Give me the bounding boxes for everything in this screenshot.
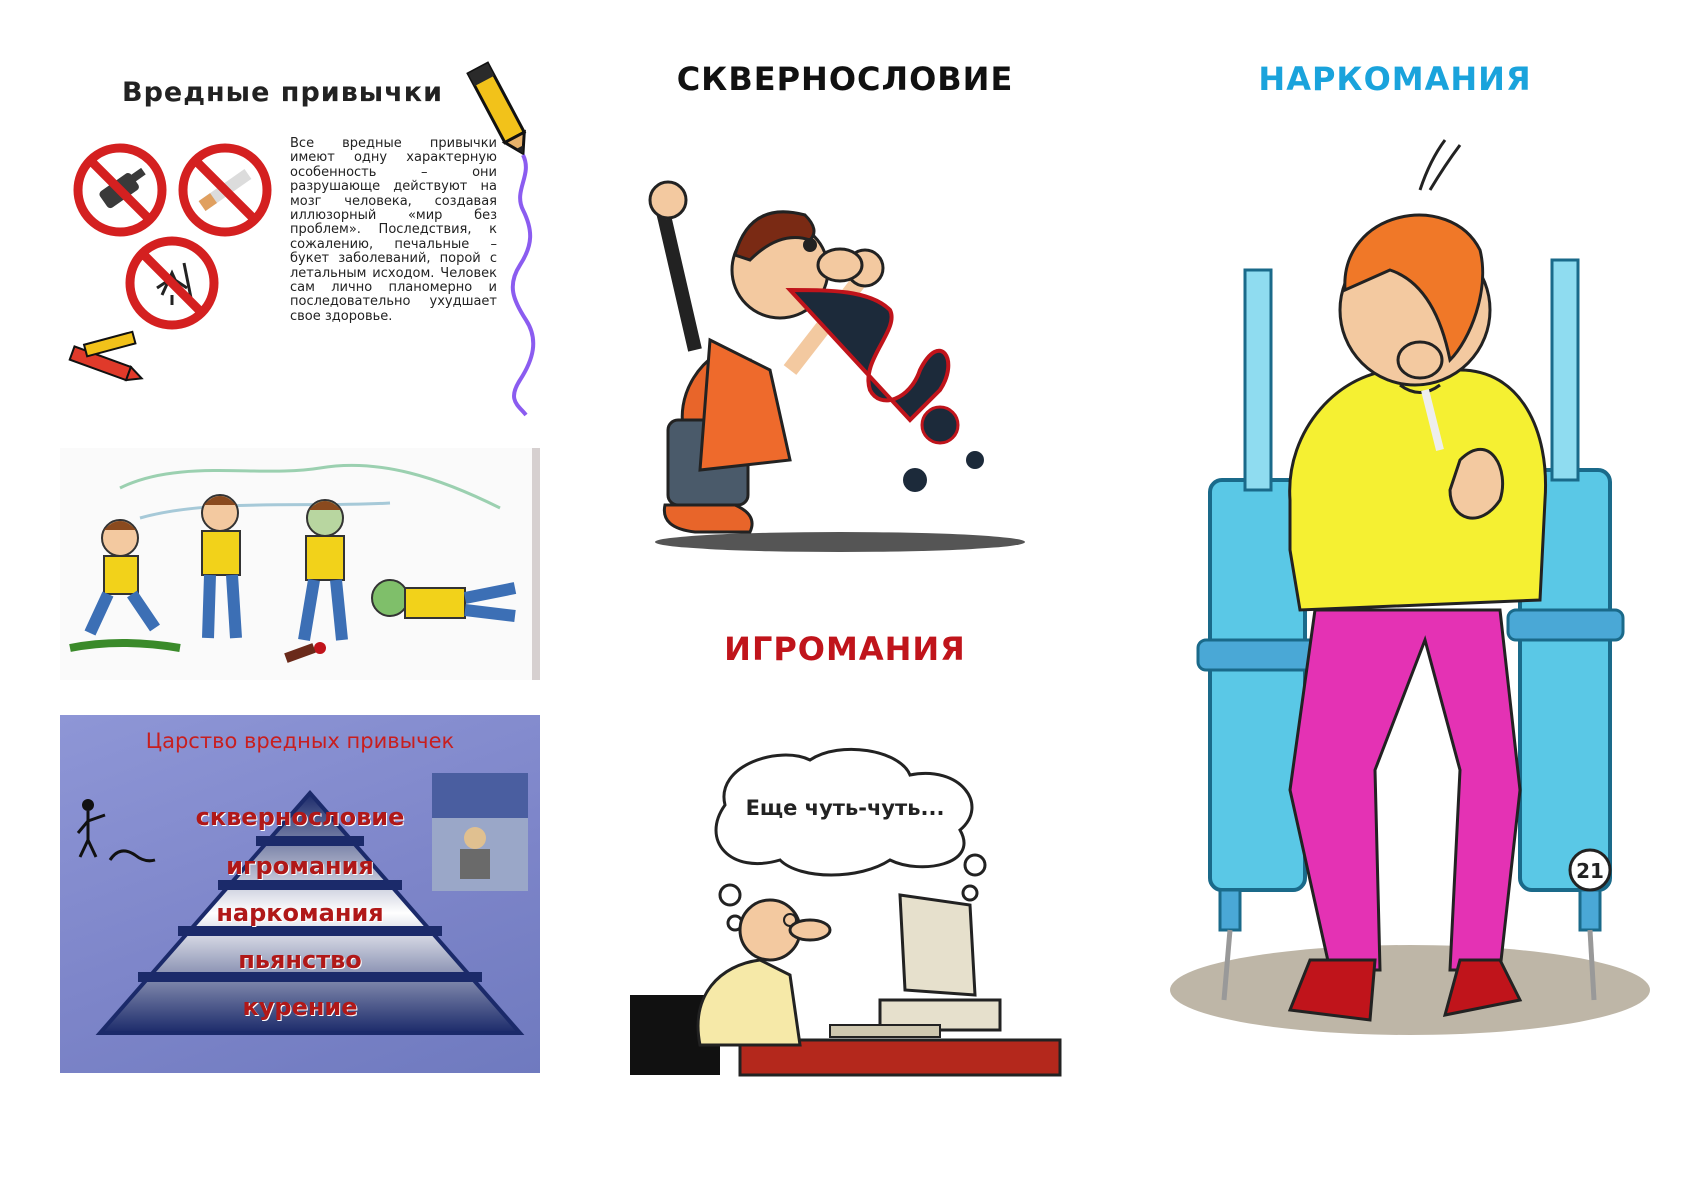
swearing-cartoon bbox=[640, 160, 1060, 560]
smoking-progression-cartoon bbox=[60, 448, 540, 680]
bad-habits-panel bbox=[60, 55, 540, 420]
no-smoking-icon bbox=[175, 140, 275, 240]
heading-gaming: ИГРОМАНИЯ bbox=[724, 630, 966, 668]
smoking-figures-illustration bbox=[60, 448, 532, 680]
kingdom-title: Царство вредных привычек bbox=[145, 729, 455, 753]
bad-habits-title: Вредные привычки bbox=[122, 77, 443, 108]
pyramid-level-smoking: курение bbox=[242, 993, 358, 1021]
no-alcohol-icon bbox=[70, 140, 170, 240]
boy-figure-1 bbox=[90, 520, 155, 633]
boy-figure-4 bbox=[372, 580, 515, 618]
artist-signature: 21 bbox=[1576, 859, 1604, 883]
boy-figure-2 bbox=[202, 495, 240, 638]
bad-habits-text: Все вредные привычки имеют одну характерную особенность – они разрушающе действуют на мозг человека, создавая иллюзорный «мир без проблем». Последствия, к сожалению, печальные – букет заболеваний, порой с летальным исходом. Человек сам лично планомерно и последовательно ухудшает свое здоровье. bbox=[290, 136, 497, 324]
left-syringe bbox=[1198, 270, 1318, 1000]
kingdom-of-bad-habits-panel bbox=[60, 715, 540, 1073]
pyramid-level-drugs: наркомания bbox=[216, 899, 384, 927]
no-drugs-icon bbox=[122, 233, 222, 333]
heading-swearing: СКВЕРНОСЛОВИЕ bbox=[676, 60, 1014, 98]
thought-text: Еще чуть-чуть... bbox=[745, 796, 945, 820]
drugs-cartoon bbox=[1160, 170, 1660, 1040]
gaming-cartoon bbox=[630, 745, 1060, 1075]
heading-drugs: НАРКОМАНИЯ bbox=[1258, 60, 1532, 98]
crayons-icon bbox=[60, 330, 150, 400]
pyramid-level-gaming: игромания bbox=[226, 852, 374, 880]
pyramid-level-drinking: пьянство bbox=[238, 946, 362, 974]
right-syringe bbox=[1508, 260, 1623, 1000]
pyramid-level-swearing: сквернословие bbox=[195, 803, 405, 831]
squiggle-line bbox=[508, 150, 538, 420]
boy-figure-3 bbox=[304, 500, 344, 640]
